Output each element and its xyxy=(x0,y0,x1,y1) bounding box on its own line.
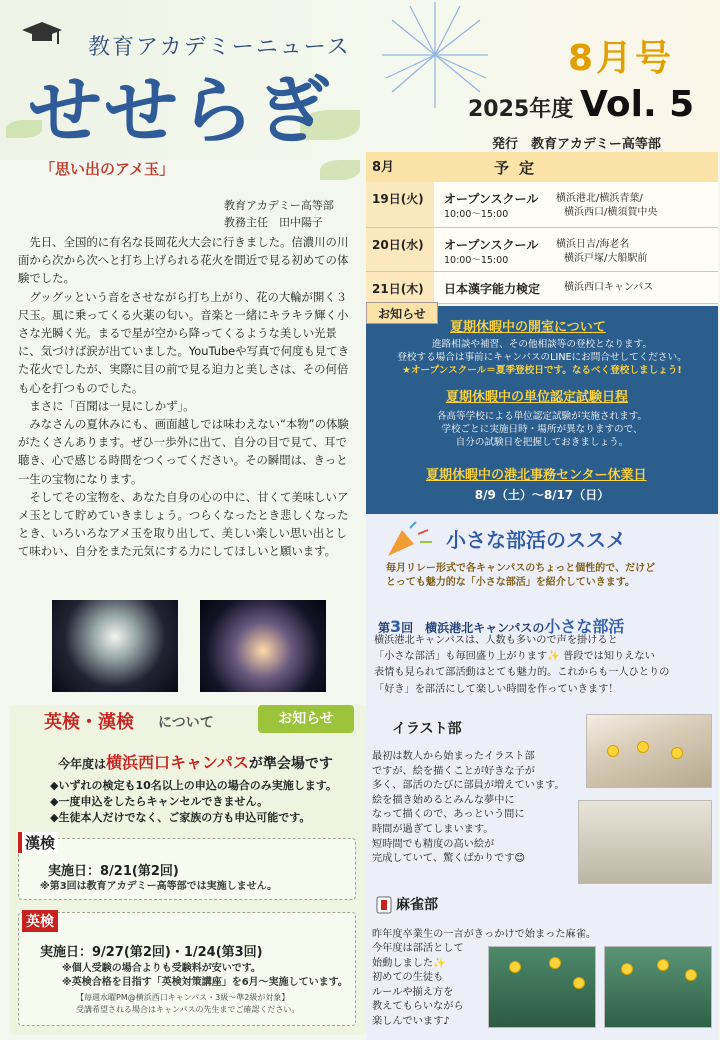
eiken-date: 実施日：9/27(第2回)・1/24(第3回) xyxy=(40,945,263,960)
issue-year: 2025年度 xyxy=(468,97,574,122)
notice-line: 学校ごとに実施日時・場所が異なりますので、 xyxy=(441,424,643,435)
mahjong-club-photo xyxy=(488,946,596,1028)
mahjong-tile-icon xyxy=(376,896,392,914)
club-desc-line: 「小さな部活」も毎回盛り上がります✨ 普段では知りえない xyxy=(374,651,655,663)
eiken-small-notes xyxy=(76,992,299,1016)
leaf-decoration xyxy=(320,160,360,180)
club-issue-prefix: 第 xyxy=(378,621,391,635)
essay-body xyxy=(18,233,358,561)
kanken-note: ※第3回は教育アカデミー高等部では実施しません。 xyxy=(40,881,278,892)
club-title: 小さな部活のススメ xyxy=(446,528,626,552)
schedule-location: 横浜戸塚/大船駅前 xyxy=(564,253,648,264)
fireworks-photo xyxy=(200,600,326,692)
graduation-cap-icon xyxy=(20,20,64,50)
notice-tag: お知らせ xyxy=(366,302,438,324)
notice-line: 進路相談や補習、その他相談等の登校となります。 xyxy=(432,339,652,350)
publisher-line: 発行 教育アカデミー高等部 xyxy=(492,137,661,152)
illust-line: 完成していて、驚くばかりです😊 xyxy=(372,853,526,865)
schedule-date: 19日(火) xyxy=(366,182,434,227)
newsletter-title: せせらぎ xyxy=(28,68,332,154)
essay-author-role: 教務主任 田中陽子 xyxy=(224,216,323,229)
fireworks-photo xyxy=(52,600,178,692)
exam-note: ◆生徒本人だけでなく、ご家族の方も申込可能です。 xyxy=(50,811,311,824)
illust-line: 多く、部活のたびに部員が増えています。 xyxy=(372,780,565,792)
eiken-label: 英検 xyxy=(22,910,58,932)
notice-text xyxy=(366,338,718,377)
venue-name: 横浜西口キャンパス xyxy=(106,753,249,772)
schedule-time: 10:00～15:00 xyxy=(444,209,509,220)
illust-line: 時間が過ぎてしまいます。 xyxy=(372,823,494,835)
illust-line: 短時間でも精度の高い絵が xyxy=(372,838,495,850)
schedule-date: 20日(水) xyxy=(366,228,434,271)
exam-note: ◆いずれの検定も10名以上の申込の場合のみ実施します。 xyxy=(50,779,337,792)
mahjong-line: 教えてもらいながら xyxy=(372,1001,464,1013)
eiken-small-note: 【毎週水曜PM@横浜西口キャンパス・3級～準2級が対象】 xyxy=(76,993,290,1002)
essay-paragraph: そしてその宝物を、あなた自身の心の中に、甘くて美味しいアメ玉として貯めていきましょう。つらくなったとき悲しくなったとき、いろいろなアメ玉を取り出して、美しい楽しい思い出として味わい、自分をまた元気にする力にしてほしいと願います。 xyxy=(18,489,349,559)
mahjong-line: 今年度は部活として xyxy=(372,943,464,954)
illust-line: なって描くので、あっという間に xyxy=(372,809,525,821)
venue-prefix: 今年度は xyxy=(58,757,107,771)
mahjong-club-body xyxy=(372,942,464,1030)
schedule-row xyxy=(366,182,718,228)
illust-club-body xyxy=(372,750,565,867)
illust-line: ですが、絵を描くことが好きな子が xyxy=(372,765,535,777)
illust-line: 最初は数人から始まったイラスト部 xyxy=(372,751,535,762)
club-intro xyxy=(386,562,655,590)
schedule-time: 10:00～15:00 xyxy=(444,255,509,266)
eiken-note: ※個人受験の場合よりも受験料が安いです。 xyxy=(62,963,261,974)
closure-dates: 8/9（土）～8/17（日） xyxy=(474,488,610,502)
essay-paragraph: みなさんの夏休みにも、画面越しでは味わえない“本物”の体験がたくさんあります。ぜひ一歩外に出て、自分の目で見て、耳で聴き、心で感じる時間をつくってください。その瞬間は、きっと一生の宝物になります。 xyxy=(18,417,349,486)
schedule-row xyxy=(366,272,718,304)
eiken-notes xyxy=(62,962,348,990)
venue-suffix: が準会場です xyxy=(248,756,333,772)
issue-month: 8月号 xyxy=(568,38,675,79)
essay-paragraph: 先日、全国的に有名な長岡花火大会に行きました。信濃川の川面から次から次へと打ち上げられる花火を間近で見る初めての体験でした。 xyxy=(18,235,349,286)
schedule-title: 予定 xyxy=(494,159,545,177)
mahjong-lead: 昨年度卒業生の一言がきっかけで始まった麻雀。 xyxy=(372,929,597,940)
mahjong-line: 始動しました✨ xyxy=(372,957,446,969)
club-desc-line: 表情も見られて部活動はとても魅力的。これからも一人ひとりの xyxy=(374,667,670,679)
exam-venue xyxy=(58,750,333,773)
eiken-small-note: 受講希望される場合はキャンパスの先生までご確認ください。 xyxy=(76,1005,300,1014)
notice-text xyxy=(366,410,718,449)
notice-heading: 夏期休暇中の港北事務センター休業日 xyxy=(426,468,647,483)
club-desc-line: 横浜港北キャンパスは、人数も多いので声を掛けると xyxy=(374,635,618,646)
schedule-location: 横浜西口キャンパス xyxy=(564,282,654,293)
schedule-event: オープンスクール xyxy=(444,238,539,252)
notice-line: 各高等学校による単位認定試験が実施されます。 xyxy=(436,411,648,422)
club-issue-number: 3 xyxy=(390,617,402,636)
notice-line: 登校する場合は事前にキャンパスのLINEにお問合せしてください。 xyxy=(397,352,687,363)
schedule-date: 21日(木) xyxy=(366,272,434,303)
club-description xyxy=(374,633,714,698)
schedule-event: オープンスクール xyxy=(444,192,539,206)
club-desc-line: 「好き」を部活にして楽しい時間を作っていきます！ xyxy=(374,683,619,695)
kanken-label: 漢検 xyxy=(18,832,58,853)
exam-notes xyxy=(50,778,337,826)
schedule-month: 8月 xyxy=(372,160,395,175)
club-issue-mid: 回 横浜港北キャンパスの xyxy=(401,621,545,635)
mahjong-club-photo xyxy=(604,946,712,1028)
schedule-location: 横浜日吉/海老名 xyxy=(556,239,630,250)
party-popper-icon xyxy=(380,520,436,560)
schedule-location: 横浜西口/横須賀中央 xyxy=(564,207,658,218)
kanken-date: 実施日：8/21(第2回) xyxy=(48,864,179,879)
exam-heading: 英検・漢検 xyxy=(44,712,134,733)
notice-line: 自分の試験日を把握しておきましょう。 xyxy=(455,437,629,448)
essay-paragraph: まさに「百聞は一見にしかず」。 xyxy=(18,398,195,413)
exam-notice-badge: お知らせ xyxy=(258,705,354,733)
eiken-note: ※英検合格を目指す「英検対策講座」を6月～実施しています。 xyxy=(62,977,348,988)
issue-volume: Vol. 5 xyxy=(580,84,695,125)
notice-heading: 夏期休暇中の開室について xyxy=(450,320,606,335)
notice-line: ★オープンスクール＝夏季登校日です。なるべく登校しましょう! xyxy=(402,365,682,376)
mahjong-line: 楽しんでいます♪ xyxy=(372,1015,450,1027)
club-intro-line: 毎月リレー形式で各キャンパスのちょっと個性的で、だけど xyxy=(386,563,656,574)
mahjong-line: 初めての生徒も xyxy=(372,972,444,984)
illust-line: 絵を描き始めるとみんな夢中に xyxy=(372,794,515,806)
newsletter-subtitle: 教育アカデミーニュース xyxy=(88,35,351,60)
mahjong-club-heading: 麻雀部 xyxy=(396,897,438,913)
essay-title: 「思い出のアメ玉」 xyxy=(40,160,175,178)
schedule-event: 日本漢字能力検定 xyxy=(444,282,541,296)
exam-note: ◆一度申込をしたらキャンセルできません。 xyxy=(50,795,269,808)
club-issue-name: 小さな部活 xyxy=(544,617,625,636)
schedule-location: 横浜港北/横浜青葉/ xyxy=(556,193,643,204)
essay-author-org: 教育アカデミー高等部 xyxy=(224,199,334,212)
illust-club-heading: イラスト部 xyxy=(392,721,462,737)
club-intro-line: とっても魅力的な「小さな部活」を紹介していきます。 xyxy=(386,577,635,588)
schedule-row xyxy=(366,228,718,272)
illust-club-photo xyxy=(578,800,712,884)
essay-paragraph: グッグッという音をさせながら打ち上がり、花の大輪が開く３尺玉。風に乗ってくる火薬の匂い。音楽と一緒にキラキラ輝く小さな光瞬く光。まるで星が空から降ってくるような美しい光景に、気づけば涙が出ていました。YouTubeや写真で何度も見てきた花火でしたが、実際に目の前で見る迫力と美しさは、その何倍も心を打つものでした。 xyxy=(18,289,350,395)
exam-about: について xyxy=(158,715,214,731)
notice-heading: 夏期休暇中の単位認定試験日程 xyxy=(446,390,629,405)
mahjong-line: ルールや揃え方を xyxy=(372,986,454,998)
illust-club-photo xyxy=(586,714,712,788)
